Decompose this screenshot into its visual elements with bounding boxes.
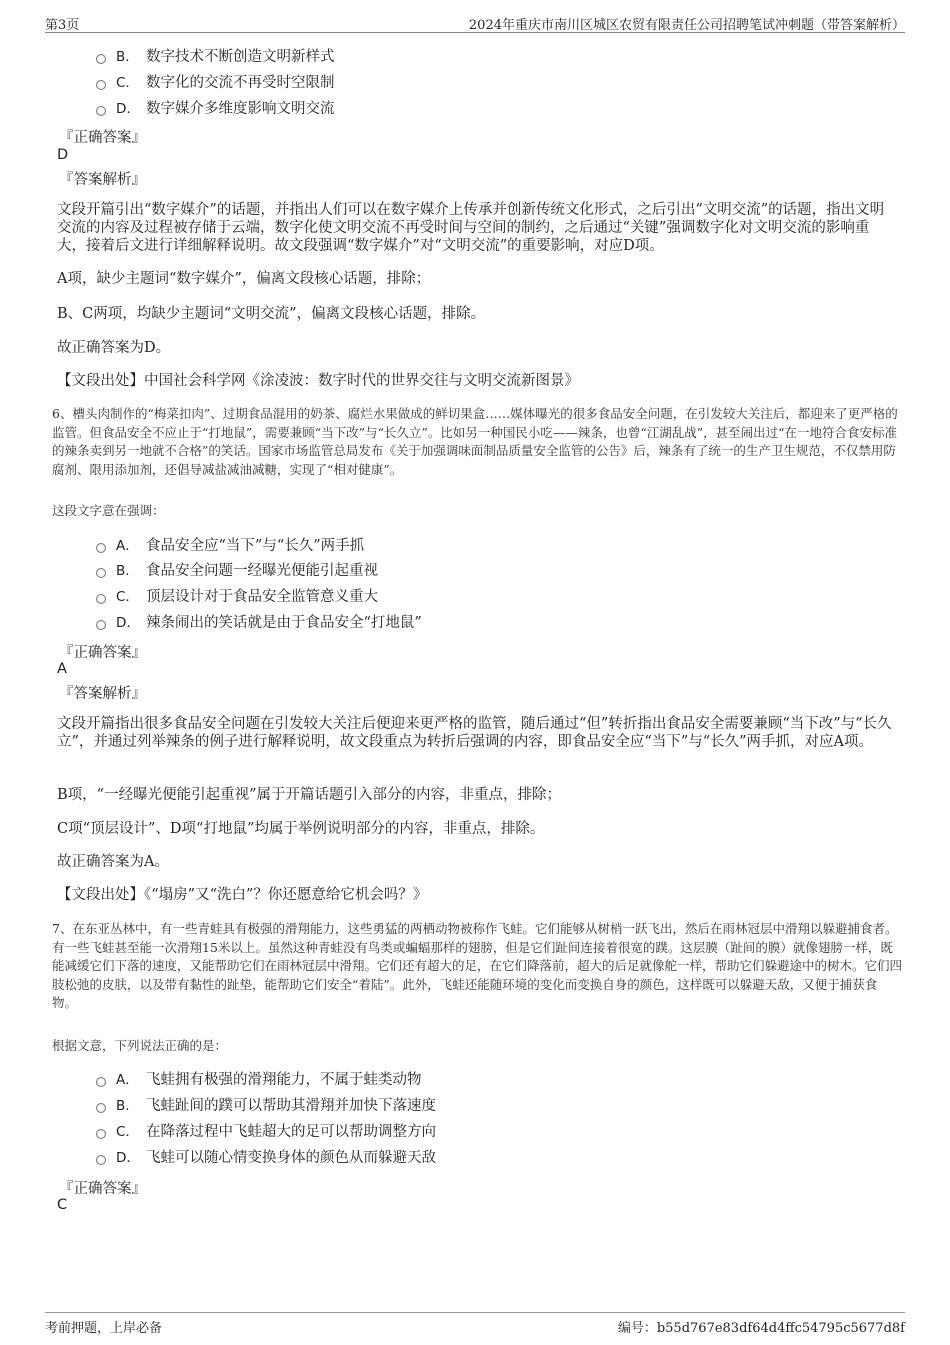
radio-icon[interactable] [96, 54, 106, 64]
q6-option-a[interactable]: A． 食品安全应“当下”与“长久”两手抓 [96, 536, 364, 556]
radio-icon[interactable] [96, 620, 106, 630]
q5-analysis-tag: 『答案解析』 [59, 172, 146, 188]
q5-analysis-bc: B、C两项，均缺少主题词“文明交流”，偏离文段核心话题，排除。 [57, 306, 486, 322]
radio-icon[interactable] [96, 1077, 106, 1087]
q7-question: 7、在东亚丛林中，有一些青蛙具有极强的滑翔能力，这些勇猛的两栖动物被称作飞蛙。它们能够从树梢一跃飞出，然后在雨林冠层中滑翔以躲避捕食者。有一些飞蛙甚至能一次滑翔15米以上。虽然这种青蛙没有鸟类或蝙蝠那样的翅膀，但是它们趾间连接着很宽的蹼。这层膜（趾间的膜）就像翅膀一样，既能减缓它们下落的速度，又能帮助它们在雨林冠层中滑翔。它们还有超大的足，在它们降落前，超大的后足就像舵一样，帮助它们躲避途中的树木。它们四肢松弛的皮肤，以及带有黏性的趾垫，能帮助它们安全“着陆”。此外，飞蛙还能随环境的变化而变换自身的颜色，这样既可以躲避天敌，又便于捕获食物。 [52, 921, 903, 1010]
radio-icon[interactable] [96, 1129, 106, 1139]
q7-stem: 根据文意，下列说法正确的是： [52, 1038, 228, 1053]
q5-option-b[interactable]: B. 数字技术不断创造文明新样式 [96, 47, 335, 67]
q5-analysis-text: 文段开篇引出“数字媒介”的话题，并指出人们可以在数字媒介上传承并创新传统文化形式，之后引出“文明交流”的话题，指出文明交流的内容及过程被存储于云端，数字化使文明交流不再受时间与空间的制约，之后通过“关键”强调数字化对文明交流的影响重大，接着后文进行详细解释说明。故文段强调“数字媒介”对“文明交流”的重要影响，对应D项。 [57, 202, 885, 254]
q6-answer: A [57, 661, 67, 677]
q6-question: 6、槽头肉制作的“梅菜扣肉”、过期食品混用的奶茶、腐烂水果做成的鲜切果盒……媒体曝光的很多食品安全问题，在引发较大关注后，都迎来了更严格的监管。但食品安全不应止于“打地鼠”，需要兼顾“当下改”与“长久立”。比如另一种国民小吃——辣条，也曾“江湖乱战”，甚至闹出过“在一地符合食安标准的辣条卖到另一地就不合格”的笑话。国家市场监管总局发布《关于加强调味面制品质量安全监管的公告》后，辣条有了统一的生产卫生规范，不仅禁用防腐剂、限用添加剂，还倡导减盐减油减糖，实现了“相对健康”。 [52, 406, 898, 477]
q7-answer: C [57, 1197, 68, 1213]
q7-option-b[interactable]: B. 飞蛙趾间的蹼可以帮助其滑翔并加快下落速度 [96, 1096, 436, 1116]
page-number: 第3页 [45, 18, 80, 33]
q6-analysis-tag: 『答案解析』 [59, 686, 146, 702]
q6-option-d[interactable]: D. 辣条闹出的笑话就是由于食品安全“打地鼠” [96, 613, 422, 633]
q5-source: 【文段出处】中国社会科学网《涂凌波：数字时代的世界交往与文明交流新图景》 [57, 373, 579, 389]
q6-stem: 这段文字意在强调： [52, 503, 165, 518]
q6-source: 【文段出处】《“塌房”又“洗白”？你还愿意给它机会吗？》 [57, 887, 428, 903]
q6-analysis-text: 文段开篇指出很多食品安全问题在引发较大关注后便迎来更严格的监管，随后通过“但”转折指出食品安全需要兼顾“当下改”与“长久立”，并通过列举辣条的例子进行解释说明，故文段重点为转折后强调的内容，即食品安全应“当下”与“长久”两手抓，对应A项。 [57, 716, 892, 750]
footer-slogan: 考前押题，上岸必备 [45, 1321, 163, 1336]
q6-analysis-b: B项，“一经曝光便能引起重视”属于开篇话题引入部分的内容，非重点，排除； [57, 787, 561, 803]
q6-answer-tag: 『正确答案』 [59, 645, 146, 661]
radio-icon[interactable] [96, 80, 106, 90]
q7-option-a[interactable]: A． 飞蛙拥有极强的滑翔能力，不属于蛙类动物 [96, 1070, 422, 1090]
q5-answer: D [57, 147, 69, 163]
radio-icon[interactable] [96, 543, 106, 553]
q5-answer-tag: 『正确答案』 [59, 130, 146, 146]
page-header [45, 14, 905, 33]
q6-analysis-cd: C项“顶层设计”、D项“打地鼠”均属于举例说明部分的内容，非重点，排除。 [57, 821, 545, 837]
q6-conclusion: 故正确答案为A。 [57, 854, 169, 870]
page-footer [45, 1312, 905, 1335]
q6-option-b[interactable]: B. 食品安全问题一经曝光便能引起重视 [96, 561, 378, 581]
q7-option-c[interactable]: C. 在降落过程中飞蛙超大的足可以帮助调整方向 [96, 1122, 436, 1142]
q5-option-c[interactable]: C. 数字化的交流不再受时空限制 [96, 73, 335, 93]
document-title: 2024年重庆市南川区城区农贸有限责任公司招聘笔试冲刺题（带答案解析） [468, 18, 905, 33]
q5-analysis-a: A项，缺少主题词“数字媒介”，偏离文段核心话题，排除； [57, 271, 431, 287]
radio-icon[interactable] [96, 106, 106, 116]
q5-option-d[interactable]: D. 数字媒介多维度影响文明交流 [96, 99, 335, 119]
q7-answer-tag: 『正确答案』 [59, 1181, 146, 1197]
radio-icon[interactable] [96, 1103, 106, 1113]
radio-icon[interactable] [96, 568, 106, 578]
radio-icon[interactable] [96, 594, 106, 604]
footer-serial: 编号：b55d767e83df64d4ffc54795c5677d8f [617, 1321, 905, 1336]
q6-option-c[interactable]: C. 顶层设计对于食品安全监管意义重大 [96, 587, 378, 607]
radio-icon[interactable] [96, 1155, 106, 1165]
q7-option-d[interactable]: D. 飞蛙可以随心情变换身体的颜色从而躲避天敌 [96, 1148, 436, 1168]
q5-conclusion: 故正确答案为D。 [57, 340, 171, 356]
